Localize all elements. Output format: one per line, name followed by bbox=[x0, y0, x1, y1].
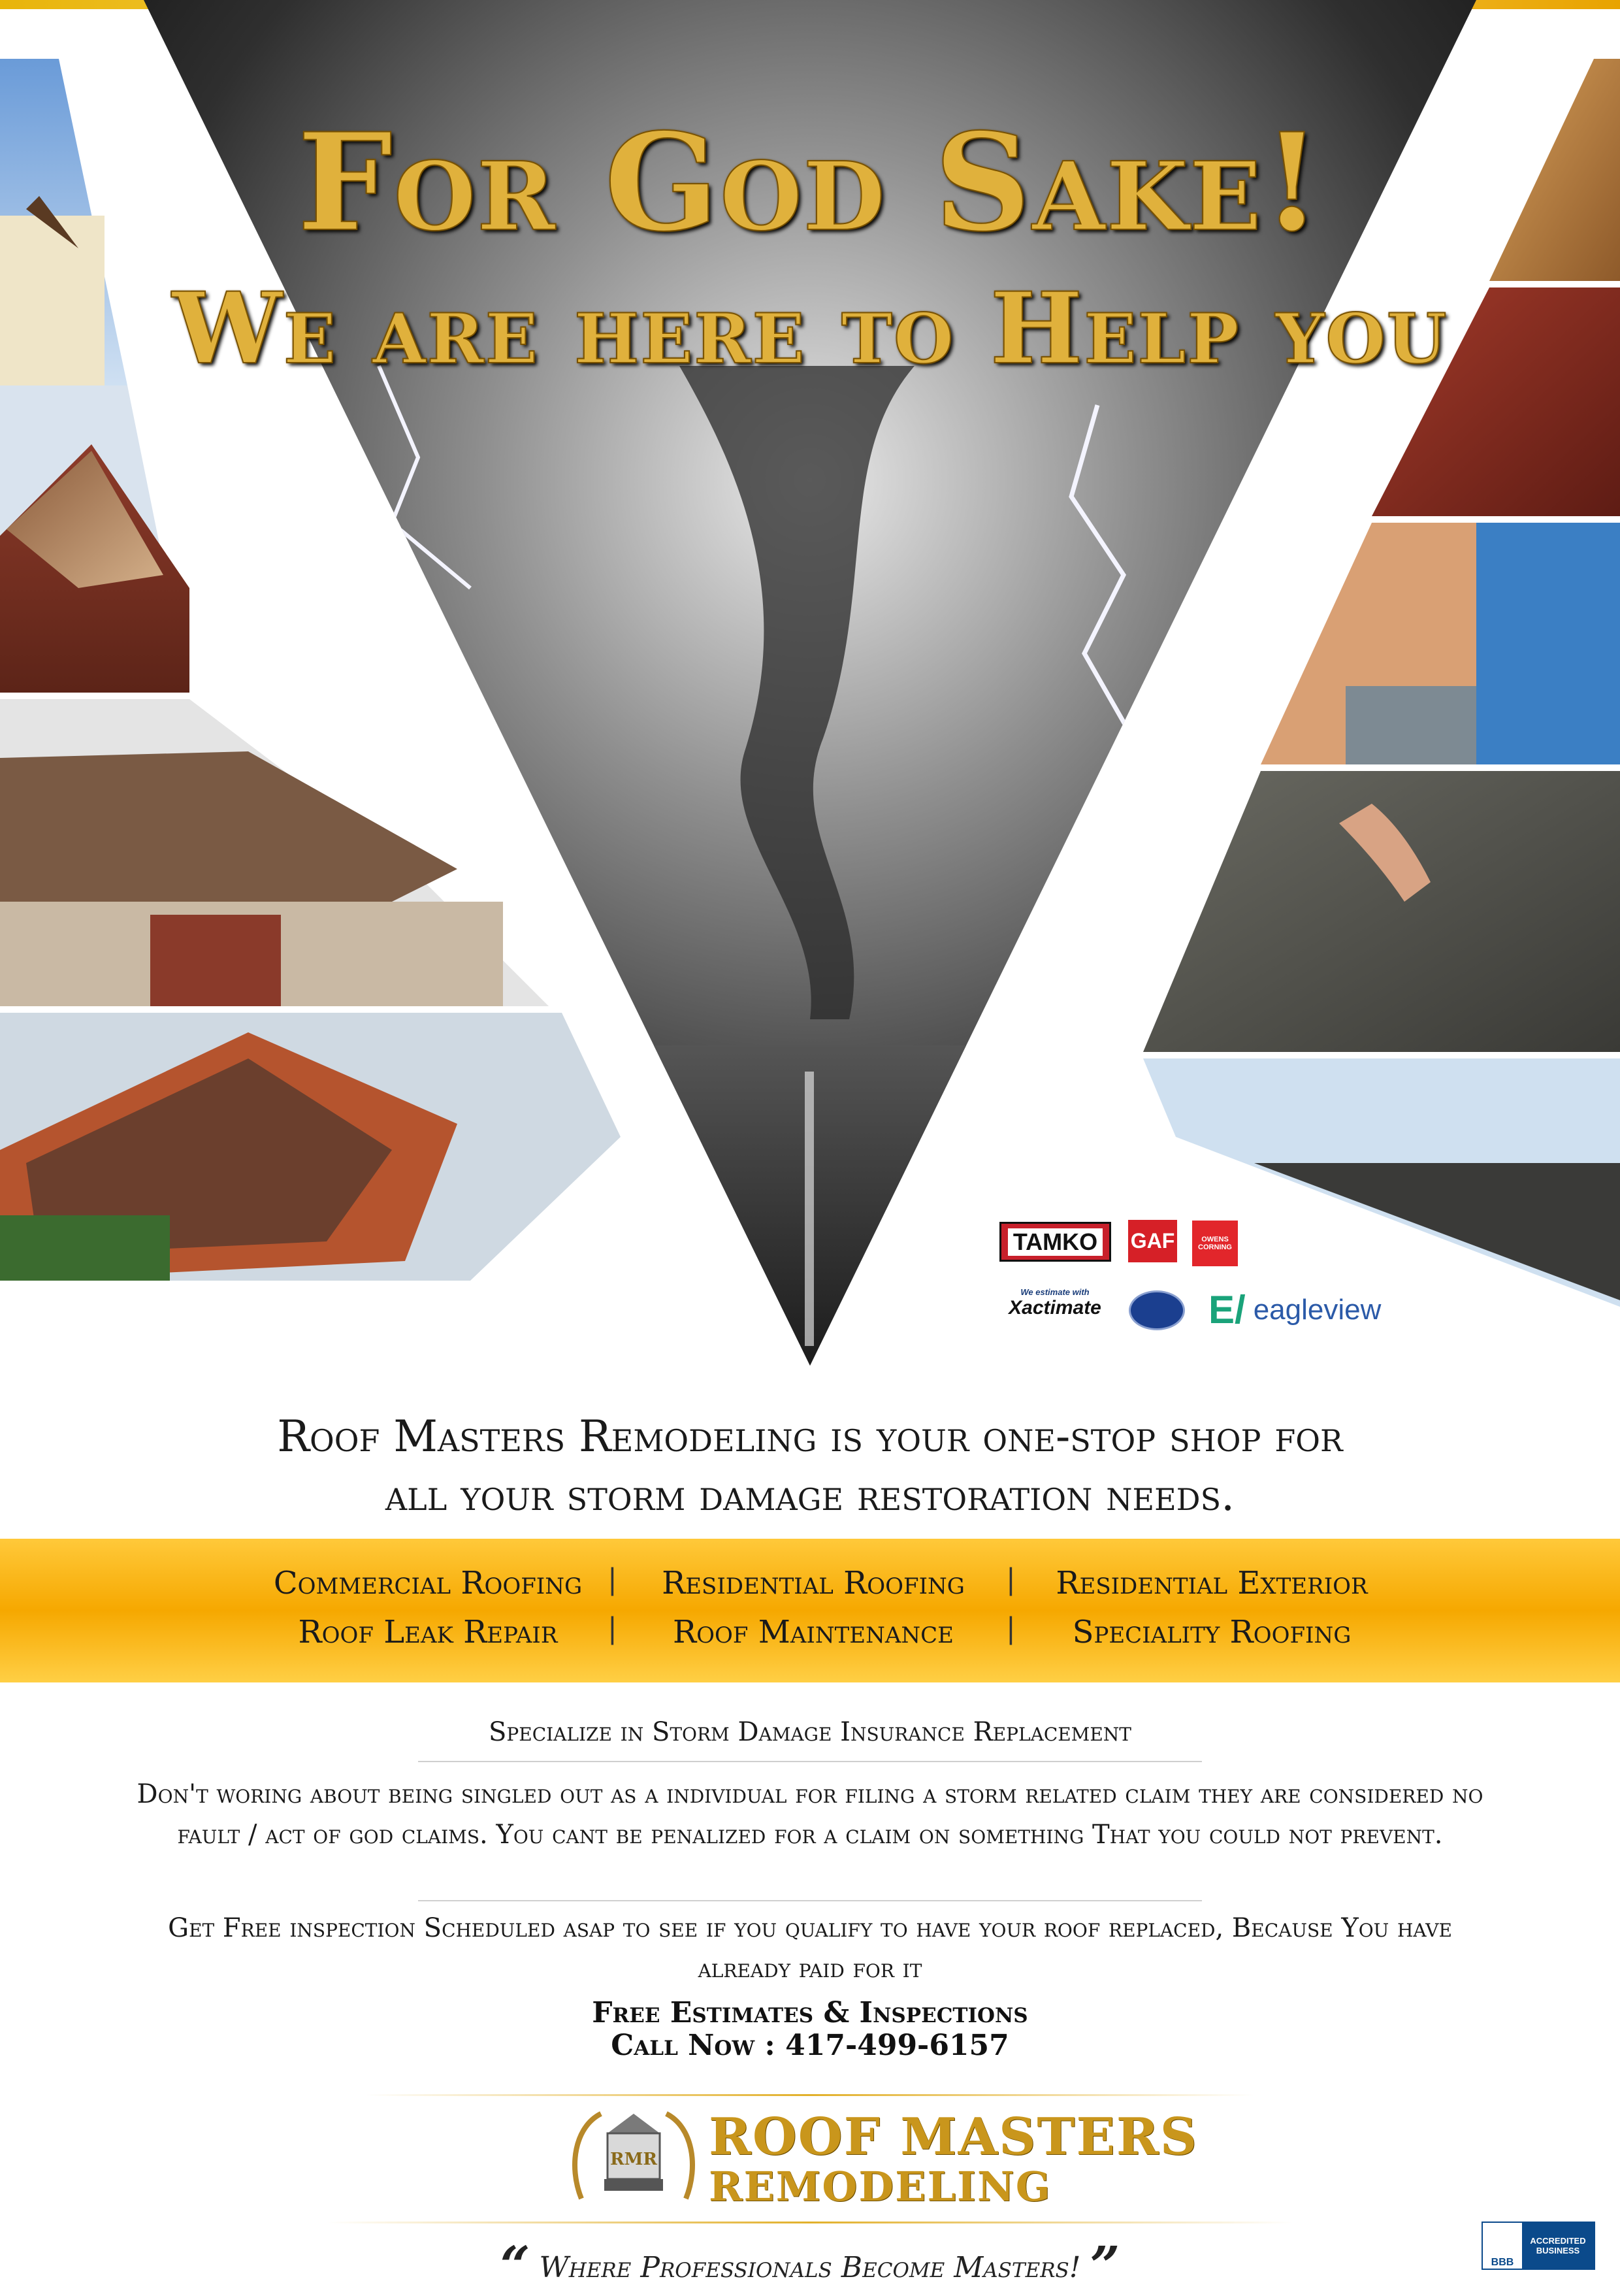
service-residential-exterior: Residential Exterior bbox=[1056, 1565, 1368, 1601]
cta-phone[interactable]: Call Now : 417-499-6157 bbox=[611, 2029, 1009, 2062]
services-band bbox=[0, 1539, 1620, 1682]
service-residential-roofing: Residential Roofing bbox=[662, 1565, 965, 1601]
divider bbox=[418, 1761, 1202, 1762]
service-separator: | bbox=[608, 1612, 617, 1645]
bbb-accredited-badge bbox=[1482, 2222, 1595, 2270]
tamko-logo-text: TAMKO bbox=[1008, 1228, 1103, 1256]
service-separator: | bbox=[1006, 1612, 1016, 1645]
intro-line-1: Roof Masters Remodeling is your one-stop shop for bbox=[277, 1411, 1343, 1462]
gold-divider-bottom bbox=[327, 2222, 1293, 2223]
owens-corning-logo: OWENS CORNING bbox=[1192, 1221, 1238, 1266]
service-separator: | bbox=[1006, 1563, 1016, 1596]
service-commercial-roofing: Commercial Roofing bbox=[273, 1565, 583, 1601]
paragraph-free-inspection: Get Free inspection Scheduled asap to see if you qualify to have your roof replaced, Because You have already paid for it bbox=[168, 1913, 1452, 1984]
xactimate-logo bbox=[1003, 1287, 1107, 1319]
specialize-heading: Specialize in Storm Damage Insurance Replacement bbox=[489, 1717, 1131, 1747]
xactimate-text: Xactimate bbox=[1009, 1297, 1101, 1319]
gaf-logo: GAF bbox=[1128, 1220, 1177, 1262]
association-seal-logo bbox=[1129, 1290, 1185, 1330]
bbb-label: ACCREDITED BUSINESS bbox=[1530, 2236, 1586, 2255]
divider bbox=[418, 1900, 1202, 1901]
service-roof-leak-repair: Roof Leak Repair bbox=[298, 1614, 558, 1650]
paragraph-no-fault: Don't woring about being singled out as a individual for filing a storm related claim they are considered no fault / act of god claims. You cant be penalized for a claim on something That you could not prevent. bbox=[137, 1779, 1483, 1850]
cta-free-estimates: Free Estimates & Inspections bbox=[592, 1996, 1028, 2029]
close-quote-mark: ” bbox=[1090, 2235, 1120, 2296]
service-speciality-roofing: Speciality Roofing bbox=[1072, 1614, 1352, 1650]
headline-line-2: We are here to Help you bbox=[172, 271, 1448, 386]
service-separator: | bbox=[608, 1563, 617, 1596]
open-quote-mark: “ bbox=[500, 2235, 530, 2296]
tagline-text: Where Professionals Become Masters! bbox=[539, 2251, 1081, 2284]
brand-name-line-2: REMODELING bbox=[709, 2163, 1052, 2210]
rmr-emblem-logo bbox=[568, 2101, 699, 2205]
eagleview-mark-icon: E/ bbox=[1208, 1288, 1246, 1332]
service-roof-maintenance: Roof Maintenance bbox=[672, 1614, 954, 1650]
xactimate-pre-text: We estimate with bbox=[1020, 1287, 1090, 1297]
eagleview-text: eagleview bbox=[1253, 1293, 1382, 1326]
headline-line-1: For God Sake! bbox=[297, 105, 1323, 261]
gold-divider-top bbox=[366, 2094, 1254, 2096]
intro-line-2: all your storm damage restoration needs. bbox=[385, 1470, 1235, 1520]
brand-name-line-1: ROOF MASTERS bbox=[709, 2107, 1199, 2167]
rmr-emblem-text: RMR bbox=[610, 2150, 657, 2169]
tamko-logo bbox=[999, 1222, 1111, 1262]
eagleview-logo bbox=[1208, 1287, 1381, 1332]
tagline bbox=[0, 2235, 1620, 2296]
photo-roofers-working bbox=[1476, 523, 1620, 764]
bbb-torch-icon: BBB bbox=[1483, 2223, 1522, 2269]
